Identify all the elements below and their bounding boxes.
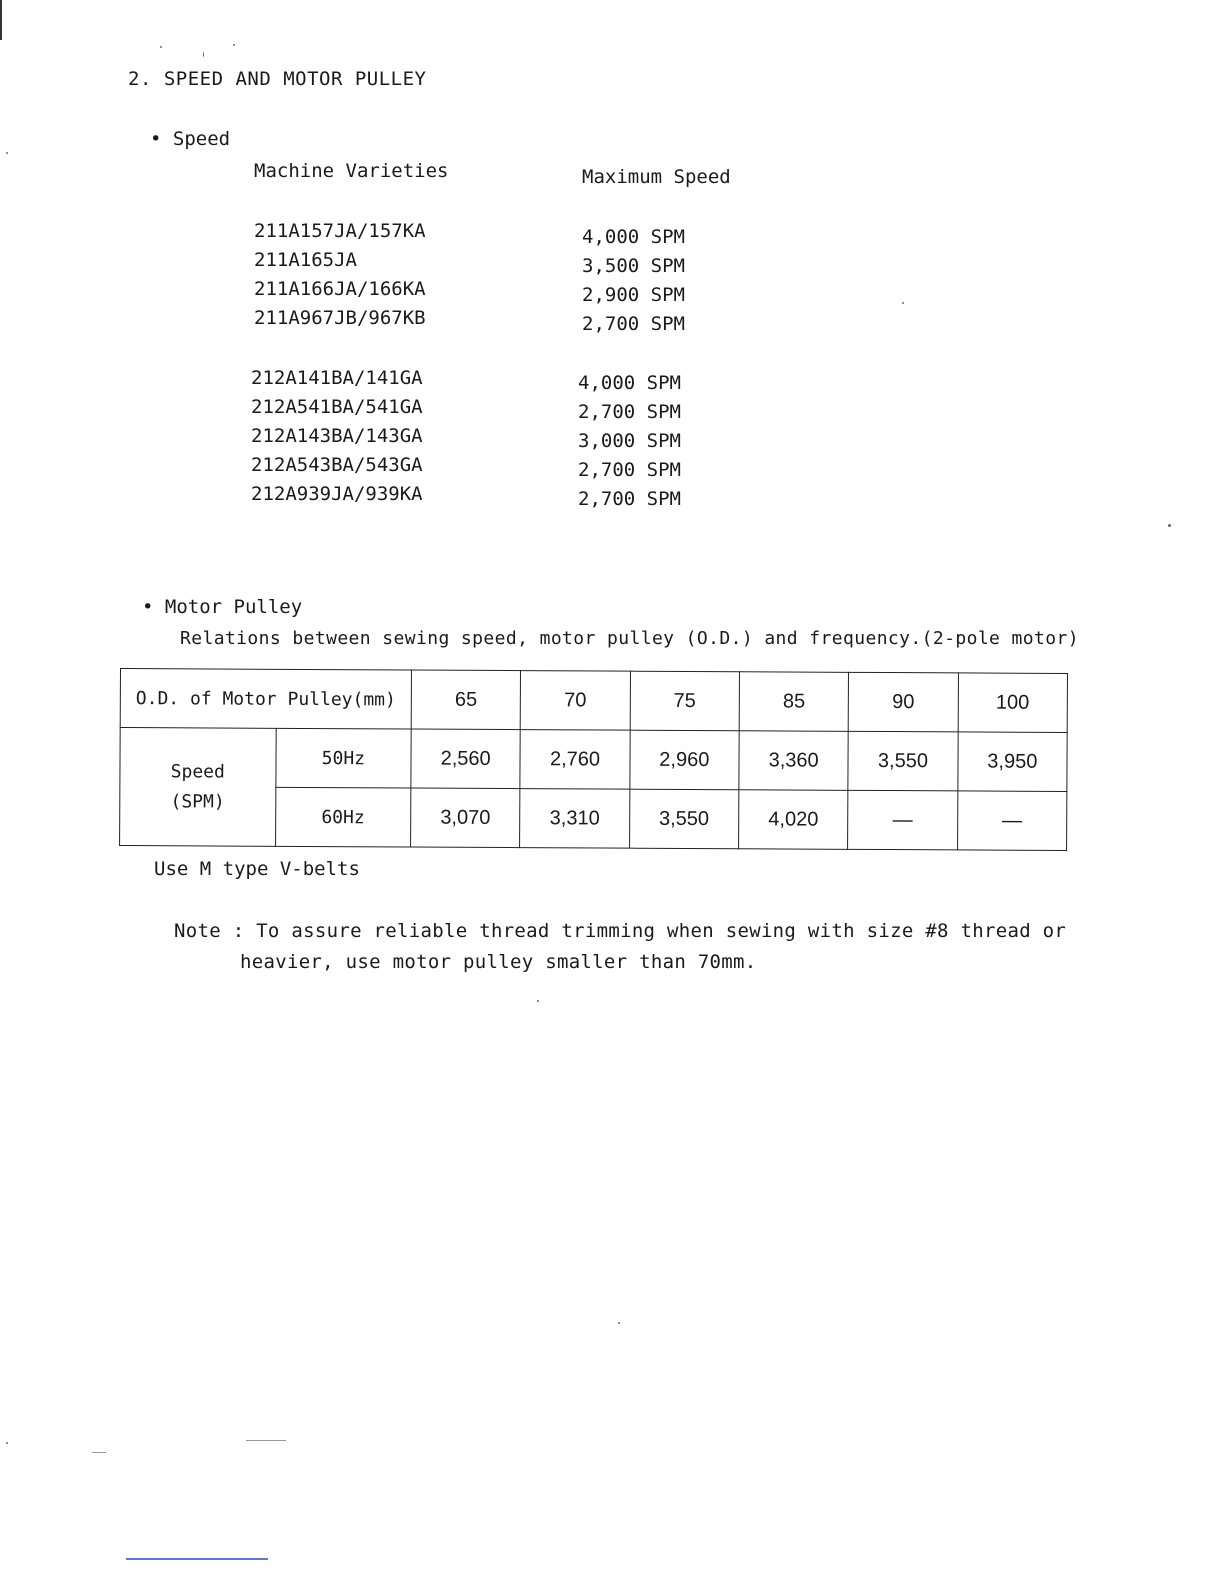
speed-item: 2,700 SPM xyxy=(578,401,681,423)
od-value-cell: 100 xyxy=(958,673,1068,733)
scan-speck xyxy=(1168,524,1171,527)
od-value-cell: 65 xyxy=(411,670,521,730)
od-row xyxy=(120,669,1067,733)
od-value-cell: 90 xyxy=(848,672,958,732)
speed-item: 2,700 SPM xyxy=(582,313,685,335)
scan-speck xyxy=(203,52,204,57)
od-value-cell: 70 xyxy=(521,671,631,731)
od-value-cell: 75 xyxy=(630,671,740,731)
model-item: 212A543BA/543GA xyxy=(251,454,423,476)
speed-value-cell: 3,550 xyxy=(848,731,958,791)
model-list-group-1 xyxy=(254,217,426,333)
scan-smudge xyxy=(246,1440,286,1441)
model-item: 211A165JA xyxy=(254,249,357,271)
speed-value-cell: 3,360 xyxy=(739,731,849,791)
relations-caption: Relations between sewing speed, motor pulley (O.D.) and frequency.(2-pole motor) xyxy=(180,628,1079,649)
model-item: 212A939JA/939KA xyxy=(251,483,423,505)
speed-value-cell: 3,070 xyxy=(411,788,521,848)
model-list-group-2 xyxy=(251,364,423,509)
speed-label-cell xyxy=(120,728,276,847)
speed-item: 2,900 SPM xyxy=(582,284,685,306)
speed-value-cell: 2,560 xyxy=(411,729,521,789)
scan-edge-line xyxy=(0,0,2,40)
speed-item: 2,700 SPM xyxy=(578,459,681,481)
speed-item: 4,000 SPM xyxy=(582,226,685,248)
scan-speck xyxy=(618,1322,620,1324)
note-line-2: heavier, use motor pulley smaller than 70mm. xyxy=(240,951,757,973)
row-50hz xyxy=(120,728,1067,792)
section-heading: 2. SPEED AND MOTOR PULLEY xyxy=(128,68,427,90)
speed-value-cell: 2,760 xyxy=(520,730,630,790)
footer-rule xyxy=(126,1558,268,1560)
scan-speck xyxy=(6,1442,8,1444)
scan-speck xyxy=(160,46,162,48)
model-item: 212A541BA/541GA xyxy=(251,396,423,418)
speed-item: 2,700 SPM xyxy=(578,488,681,510)
frequency-50hz-cell: 50Hz xyxy=(276,728,412,788)
speed-label: Speed xyxy=(170,760,225,783)
machine-varieties-header: Machine Varieties xyxy=(254,160,449,182)
od-header-cell: O.D. of Motor Pulley(mm) xyxy=(120,669,411,730)
speed-item: 3,000 SPM xyxy=(578,430,681,452)
model-item: 212A143BA/143GA xyxy=(251,425,423,447)
speed-value-cell: 3,310 xyxy=(520,789,630,849)
scan-smudge xyxy=(92,1452,106,1453)
motor-pulley-bullet: • Motor Pulley xyxy=(142,596,303,618)
model-item: 211A967JB/967KB xyxy=(254,307,426,329)
od-value-cell: 85 xyxy=(739,672,849,732)
frequency-60hz-cell: 60Hz xyxy=(275,787,411,847)
scan-speck xyxy=(6,152,8,154)
speed-value-cell: 3,950 xyxy=(958,732,1068,792)
trimming-note xyxy=(174,916,1066,978)
maximum-speed-header: Maximum Speed xyxy=(582,166,731,188)
speed-list-group-2 xyxy=(578,369,681,514)
speed-value-cell: 4,020 xyxy=(739,790,849,850)
scan-speck xyxy=(902,302,904,304)
speed-item: 4,000 SPM xyxy=(578,372,681,394)
scan-speck xyxy=(233,44,235,46)
speed-value-cell: 3,550 xyxy=(629,789,739,849)
speed-list-group-1 xyxy=(582,223,685,339)
speed-unit-label: (SPM) xyxy=(170,790,225,813)
model-item: 212A141BA/141GA xyxy=(251,367,423,389)
motor-pulley-table xyxy=(119,668,1068,851)
speed-item: 3,500 SPM xyxy=(582,255,685,277)
model-item: 211A157JA/157KA xyxy=(254,220,426,242)
scan-speck xyxy=(537,1000,539,1002)
speed-bullet: • Speed xyxy=(150,128,231,150)
speed-value-cell: 2,960 xyxy=(630,730,740,790)
belt-note: Use M type V-belts xyxy=(154,858,360,880)
note-line-1: Note : To assure reliable thread trimming when sewing with size #8 thread or xyxy=(174,920,1067,942)
speed-value-cell: — xyxy=(848,790,958,850)
model-item: 211A166JA/166KA xyxy=(254,278,426,300)
speed-value-cell: — xyxy=(957,791,1067,851)
